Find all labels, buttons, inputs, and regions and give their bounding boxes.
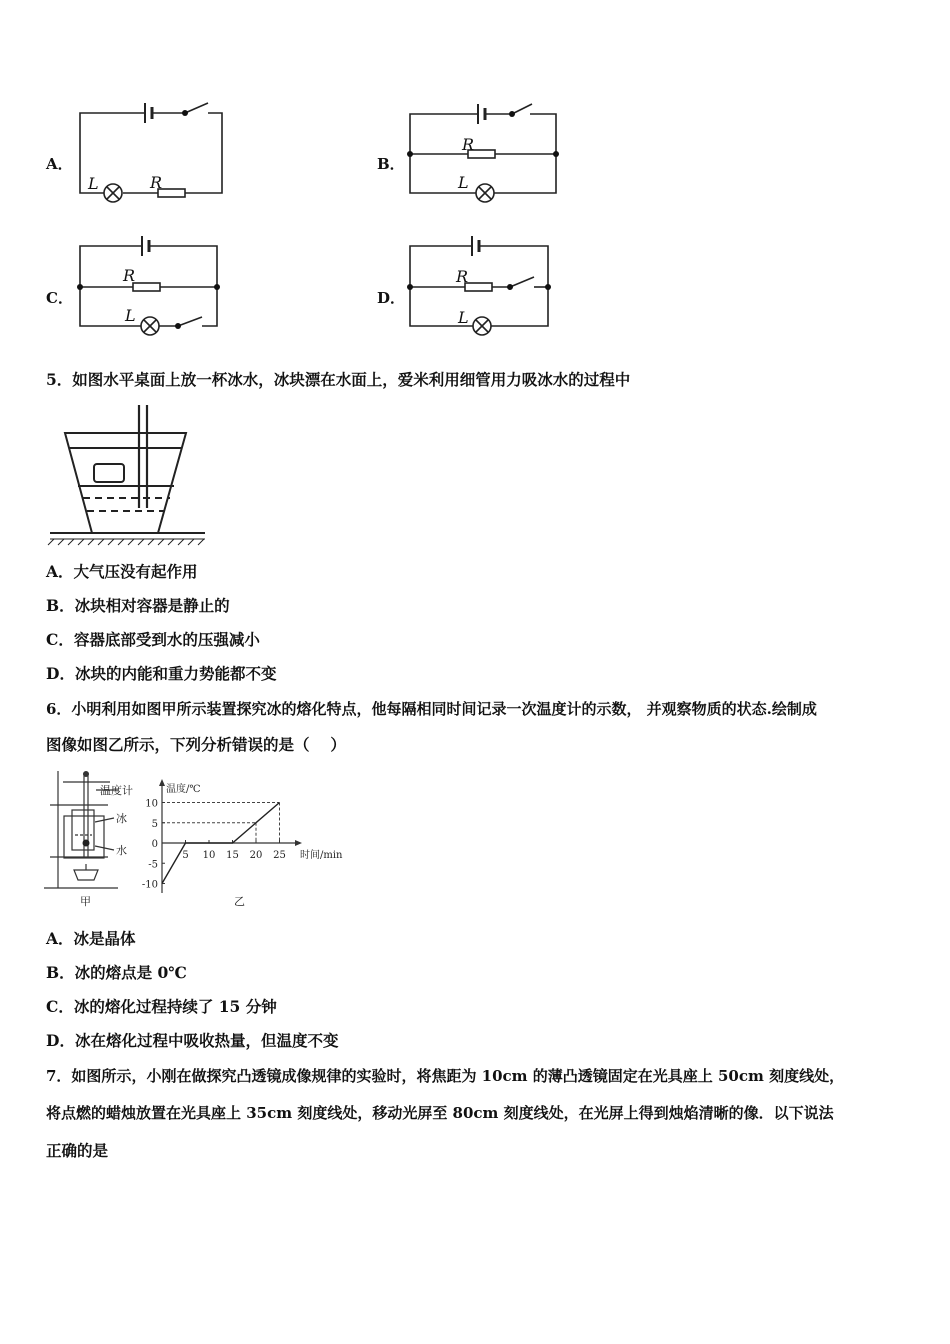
d-l-label: L (458, 308, 469, 327)
b-l-label: L (458, 173, 469, 192)
water-label: 水 (116, 844, 127, 857)
q6-option-c[interactable]: C．冰的熔化过程持续了 15 分钟 (46, 997, 277, 1016)
y-tick-label: 10 (145, 798, 158, 810)
c-r-label: R (123, 266, 136, 285)
q5-option-b[interactable]: B．冰块相对容器是静止的 (46, 596, 230, 615)
a-l-label: L (88, 174, 99, 193)
c-l-label: L (125, 306, 136, 325)
x-tick-label: 25 (273, 850, 286, 861)
b-r-label: R (462, 135, 475, 154)
q6-option-b[interactable]: B．冰的熔点是 0℃ (46, 963, 187, 982)
x-tick-label: 5 (182, 850, 189, 861)
ice-label: 冰 (116, 812, 127, 825)
q6-stem-line1: 6．小明利用如图甲所示装置探究冰的熔化特点，他每隔相同时间记录一次温度计的示数， 并观察物质的状态.绘制成 (46, 700, 817, 718)
y-tick-label: 0 (151, 839, 158, 850)
x-tick-label: 20 (249, 850, 263, 861)
q6-stem-line2: 图像如图乙所示，下列分析错误的是（ ） (46, 735, 346, 754)
x-tick-label: 10 (202, 850, 216, 861)
q5-option-c[interactable]: C．容器底部受到水的压强减小 (46, 630, 260, 649)
y-tick-label: -5 (148, 859, 158, 871)
q6-option-a[interactable]: A．冰是晶体 (46, 929, 136, 948)
option-c-label[interactable]: C． (46, 289, 73, 307)
a-r-label: R (150, 173, 163, 192)
graph-ylabel: 温度/℃ (166, 784, 201, 795)
graph-xlabel: 时间/min (300, 850, 343, 861)
q7-line1: 7．如图所示，小刚在做探究凸透镜成像规律的实验时，将焦距为 10cm 的薄凸透镜固定在光具座上 50cm 刻度线处， (46, 1067, 845, 1085)
thermometer-label: 温度计 (100, 784, 133, 797)
q5-option-d[interactable]: D．冰块的内能和重力势能都不变 (46, 664, 277, 683)
graph-caption: 乙 (234, 895, 245, 908)
y-tick-label: 5 (151, 818, 158, 830)
option-b-label[interactable]: B． (377, 155, 405, 173)
q6-option-d[interactable]: D．冰在熔化过程中吸收热量，但温度不变 (46, 1031, 339, 1050)
q7-line2: 将点燃的蜡烛放置在光具座上 35cm 刻度线处，移动光屏至 80cm 刻度线处，在光屏上得到烛焰清晰的像．以下说法 (46, 1104, 834, 1122)
x-tick-label: 15 (226, 850, 239, 861)
d-r-label: R (456, 267, 469, 286)
q5-stem: 5．如图水平桌面上放一杯冰水，冰块漂在水面上，爱米利用细管用力吸冰水的过程中 (46, 370, 631, 389)
y-tick-label: -10 (141, 879, 158, 891)
q5-option-a[interactable]: A．大气压没有起作用 (46, 562, 198, 581)
option-a-label[interactable]: A． (46, 155, 73, 173)
apparatus-caption: 甲 (80, 895, 91, 908)
option-d-label[interactable]: D． (377, 289, 406, 307)
q7-line3: 正确的是 (46, 1141, 109, 1160)
